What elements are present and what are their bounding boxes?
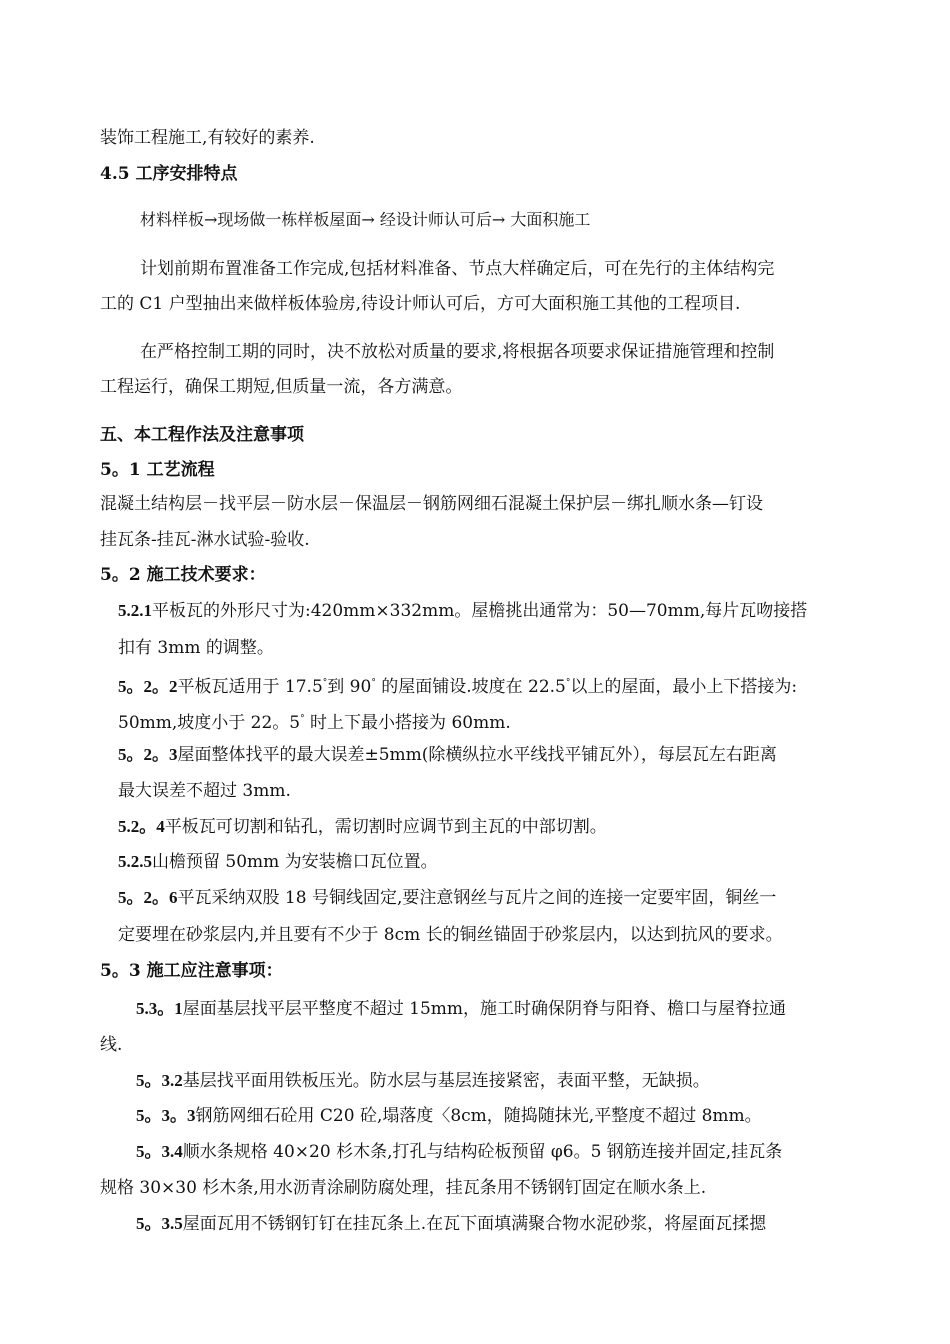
item-text-cont: 定要埋在砂浆层内,并且要有不少于 8cm 长的铜丝锚固于砂浆层内，以达到抗风的要求。 bbox=[118, 925, 783, 945]
list-item-5-2-6 bbox=[118, 887, 776, 909]
item-number: 5.2.5 bbox=[118, 852, 152, 871]
item-text: 屋面瓦用不锈钢钉钉在挂瓦条上.在瓦下面填满聚合物水泥砂浆，将屋面瓦揉摁 bbox=[182, 1214, 767, 1234]
item-text: 平瓦采纳双股 18 号铜线固定,要注意钢丝与瓦片之间的连接一定要牢固，铜丝一 bbox=[177, 888, 777, 908]
list-item-5-2-3 bbox=[118, 744, 777, 766]
item-number: 5。3.2 bbox=[136, 1071, 183, 1090]
text-line: 装饰工程施工,有较好的素养. bbox=[100, 128, 315, 148]
item-text: 基层找平面用铁板压光。防水层与基层连接紧密，表面平整，无缺损。 bbox=[182, 1071, 710, 1091]
degree-mark: ° bbox=[371, 678, 376, 688]
item-text-cont: 规格 30×30 杉木条,用水沥青涂刷防腐处理，挂瓦条用不锈钢钉固定在顺水条上. bbox=[100, 1178, 707, 1198]
paragraph-line: 工程运行，确保工期短,但质量一流，各方满意。 bbox=[100, 377, 463, 397]
list-item-5-2-4 bbox=[118, 816, 607, 838]
item-text-cont: 线. bbox=[100, 1035, 123, 1055]
degree-mark: ° bbox=[565, 678, 571, 688]
process-line: 挂瓦条-挂瓦-淋水试验-验收. bbox=[100, 530, 310, 550]
paragraph-line: 在严格控制工期的同时，决不放松对质量的要求,将根据各项要求保证措施管理和控制 bbox=[140, 342, 775, 362]
item-text-cont: 扣有 3mm 的调整。 bbox=[118, 638, 274, 658]
item-text: 屋面基层找平层平整度不超过 15mm，施工时确保阴脊与阳脊、檐口与屋脊拉通 bbox=[182, 999, 787, 1019]
degree-mark: ° bbox=[322, 678, 328, 688]
item-text: 平板瓦可切割和钻孔，需切割时应调节到主瓦的中部切割。 bbox=[164, 817, 607, 837]
item-text: 50mm,坡度小于 22。5 bbox=[118, 713, 301, 733]
section-heading-5-1: 5。1 工艺流程 bbox=[100, 460, 215, 480]
list-item-5-2-2 bbox=[118, 672, 797, 698]
item-number: 5。2。3 bbox=[118, 745, 178, 764]
list-item-5-2-1 bbox=[118, 600, 807, 622]
item-number: 5。3。3 bbox=[136, 1106, 196, 1125]
item-text: 时上下最小搭接为 60mm. bbox=[304, 713, 511, 733]
paragraph-line: 计划前期布置准备工作完成,包括材料准备、节点大样确定后，可在先行的主体结构完 bbox=[140, 259, 775, 279]
item-text: 的屋面铺设.坡度在 22.5 bbox=[375, 677, 566, 697]
list-item-5-3-2 bbox=[136, 1070, 710, 1092]
list-item-5-3-4 bbox=[136, 1141, 782, 1163]
list-item-5-3-1 bbox=[136, 998, 786, 1020]
list-item-5-2-5 bbox=[118, 851, 438, 873]
item-text: 山檐预留 50mm 为安装檐口瓦位置。 bbox=[152, 852, 438, 872]
item-text-cont bbox=[118, 708, 511, 734]
item-text: 到 90 bbox=[327, 677, 372, 697]
item-number: 5.2.1 bbox=[118, 601, 152, 620]
item-text-cont: 最大误差不超过 3mm. bbox=[118, 781, 291, 801]
item-text: 以上的屋面，最小上下搭接为: bbox=[570, 677, 798, 697]
item-number: 5.2。4 bbox=[118, 817, 165, 836]
process-line: 混凝土结构层－找平层－防水层－保温层－钢筋网细石混凝土保护层－绑扎顺水条—钉设 bbox=[100, 494, 763, 514]
item-number: 5。2。2 bbox=[118, 677, 178, 696]
item-number: 5。3.5 bbox=[136, 1214, 183, 1233]
item-text: 平板瓦适用于 17.5 bbox=[177, 677, 323, 697]
section-heading-5: 五、本工程作法及注意事项 bbox=[100, 425, 304, 445]
item-number: 5.3。1 bbox=[136, 999, 183, 1018]
item-number: 5。2。6 bbox=[118, 888, 178, 907]
list-item-5-3-5 bbox=[136, 1213, 766, 1235]
item-number: 5。3.4 bbox=[136, 1142, 183, 1161]
item-text: 顺水条规格 40×20 杉木条,打孔与结构砼板预留 φ6。5 钢筋连接并固定,挂瓦条 bbox=[182, 1142, 783, 1162]
process-flow: 材料样板→现场做一栋样板屋面→ 经设计师认可后→ 大面积施工 bbox=[140, 210, 591, 229]
section-heading-5-2: 5。2 施工技术要求： bbox=[100, 565, 266, 585]
item-text: 屋面整体找平的最大误差±5mm(除横纵拉水平线找平铺瓦外），每层瓦左右距离 bbox=[177, 745, 777, 765]
section-heading-5-3: 5。3 施工应注意事项： bbox=[100, 961, 283, 981]
item-text: 钢筋网细石砼用 C20 砼,塌落度〈8cm，随捣随抹光,平整度不超过 8mm。 bbox=[195, 1106, 762, 1126]
list-item-5-3-3 bbox=[136, 1105, 762, 1127]
paragraph-line: 工的 C1 户型抽出来做样板体验房,待设计师认可后，方可大面积施工其他的工程项目. bbox=[100, 294, 741, 314]
section-heading-4-5: 4.5 工序安排特点 bbox=[100, 164, 238, 184]
item-text: 平板瓦的外形尺寸为:420mm×332mm。屋檐挑出通常为：50—70mm,每片瓦吻接搭 bbox=[152, 601, 808, 621]
degree-mark: ° bbox=[300, 714, 305, 724]
